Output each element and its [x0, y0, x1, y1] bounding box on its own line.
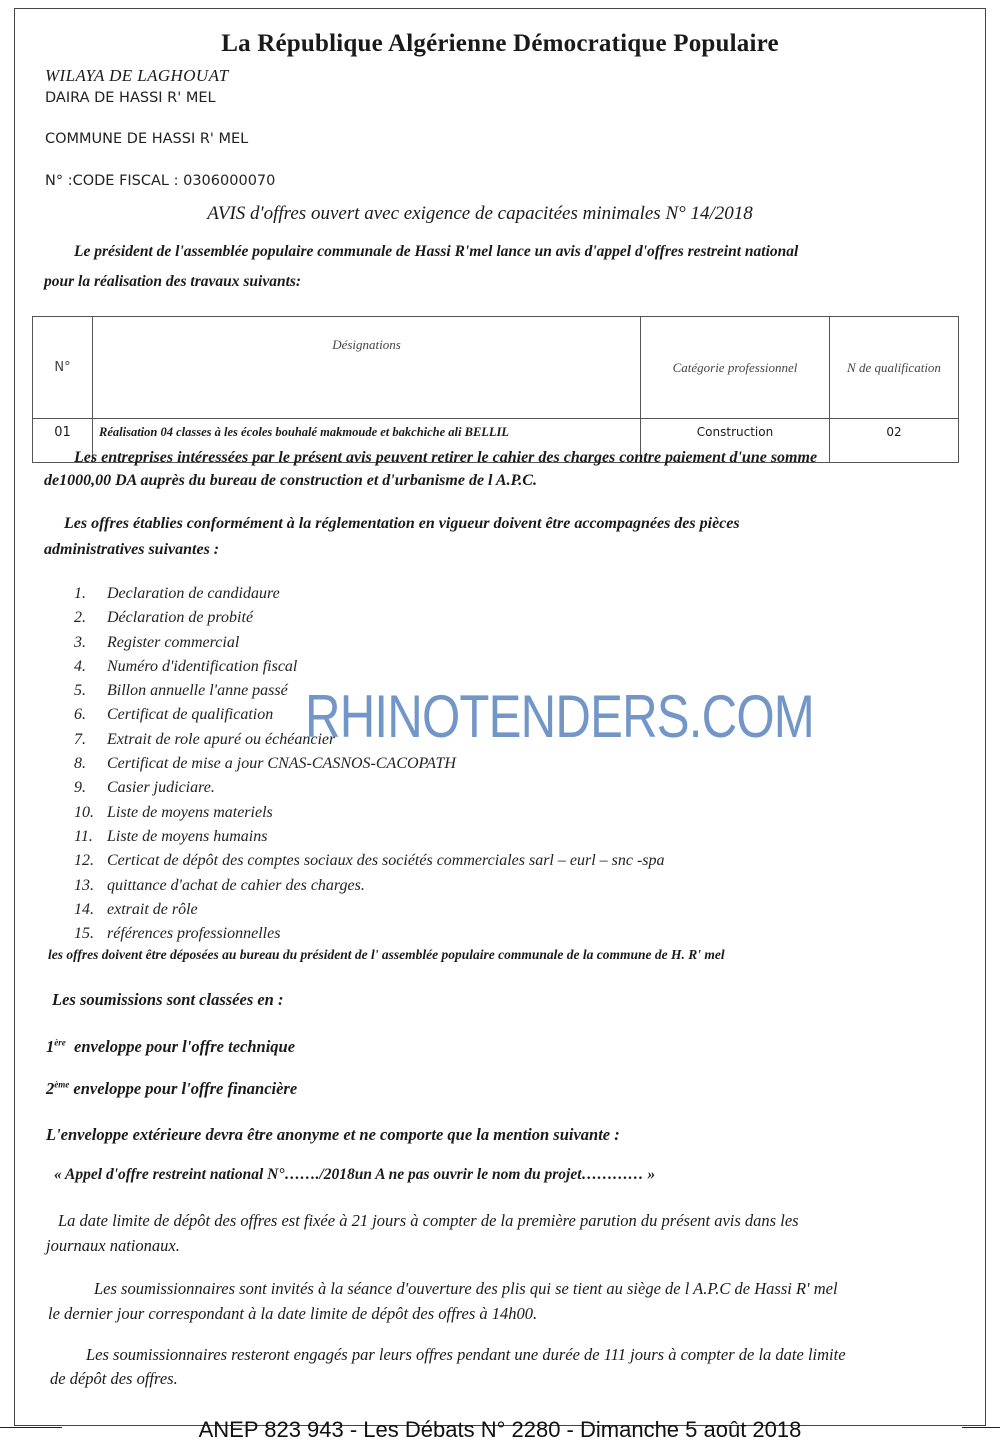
list-item: 8. Certificat de mise a jour CNAS-CASNOS-CACOPATH [74, 755, 456, 773]
enveloppe-exterieure: L'enveloppe extérieure devra être anonyme et ne comporte que la mention suivante : [46, 1125, 620, 1144]
offres-intro-line-1: Les offres établies conformément à la réglementation en vigueur doivent être accompagnées des pièces [64, 515, 740, 532]
intro-line-1: Le président de l'assemblée populaire communale de Hassi R'mel lance un avis d'appel d'offres restreint national [74, 243, 799, 260]
works-table [32, 316, 959, 463]
header-qualification: N de qualification [830, 317, 959, 419]
offres-intro-line-2: administratives suivantes : [44, 541, 220, 558]
header-categorie: Catégorie professionnel [641, 317, 830, 419]
header-num: N° [33, 317, 93, 419]
engagement-line-1: Les soumissionnaires resteront engagés par leurs offres pendant une durée de 111 jours à compter de la date limite [86, 1345, 846, 1364]
header-designation: Désignations [93, 317, 641, 419]
commune-label: COMMUNE DE HASSI R' MEL [45, 131, 249, 147]
list-item: 14. extrait de rôle [74, 900, 198, 918]
retrait-line-2: de1000,00 DA auprès du bureau de construction et d'urbanisme de l A.P.C. [44, 472, 537, 489]
enveloppe-2: 2ème enveloppe pour l'offre financière [46, 1079, 298, 1098]
list-item: 2. Déclaration de probité [74, 609, 254, 627]
pieces-list [74, 584, 665, 948]
cell-designation: Réalisation 04 classes à les écoles bouhalé makmoude et bakchiche ali BELLIL [93, 419, 641, 463]
list-item: 9. Casier judiciare. [74, 779, 215, 797]
footer-publication: ANEP 823 943 - Les Débats N° 2280 - Dimanche 5 août 2018 [198, 1417, 802, 1442]
date-limite-line-1: La date limite de dépôt des offres est fixée à 21 jours à compter de la première parution du présent avis dans les [58, 1211, 799, 1230]
list-item: 13. quittance d'achat de cahier des charges. [74, 876, 365, 894]
code-fiscal-label: N° :CODE FISCAL : 0306000070 [45, 173, 276, 189]
list-item: 11. Liste de moyens humains [74, 827, 268, 845]
document-title: La République Algérienne Démocratique Populaire [221, 30, 779, 57]
list-item: 5. Billon annuelle l'anne passé [74, 682, 288, 700]
list-item: 3. Register commercial [74, 633, 240, 651]
date-limite-line-2: journaux nationaux. [46, 1236, 180, 1255]
retrait-line-1: Les entreprises intéressées par le présent avis peuvent retirer le cahier des charges contre paiement d'une somme [74, 449, 818, 466]
depot-line: les offres doivent être déposées au bureau du président de l' assemblée populaire communale de la commune de H. R' mel [48, 947, 725, 962]
table-header-row [33, 317, 959, 419]
watermark-logo: RHINOTENDERS.COM [305, 683, 814, 750]
list-item: 6. Certificat de qualification [74, 706, 274, 724]
avis-title: AVIS d'offres ouvert avec exigence de capacitées minimales N° 14/2018 [207, 203, 753, 224]
cell-num: 01 [33, 419, 93, 463]
enveloppe-1: 1ère enveloppe pour l'offre technique [46, 1037, 296, 1056]
ouverture-line-2: le dernier jour correspondant à la date limite de dépôt des offres à 14h00. [48, 1304, 538, 1323]
engagement-line-2: de dépôt des offres. [50, 1369, 178, 1388]
cell-categorie: Construction [641, 419, 830, 463]
daira-label: DAIRA DE HASSI R' MEL [45, 90, 216, 106]
wilaya-label: WILAYA DE LAGHOUAT [45, 66, 229, 85]
mention-line: « Appel d'offre restreint national N°……./2018un A ne pas ouvrir le nom du projet………… » [54, 1166, 656, 1183]
list-item: 12. Certicat de dépôt des comptes sociaux des sociétés commerciales sarl – eurl – snc -spa [74, 852, 665, 870]
intro-line-2: pour la réalisation des travaux suivants: [44, 273, 302, 290]
list-item: 15. références professionnelles [74, 925, 281, 943]
list-item: 4. Numéro d'identification fiscal [74, 657, 298, 675]
list-item: 10. Liste de moyens materiels [74, 803, 273, 821]
ouverture-line-1: Les soumissionnaires sont invités à la séance d'ouverture des plis qui se tient au siège de l A.P.C de Hassi R' mel [94, 1279, 838, 1298]
list-item: 7. Extrait de role apuré ou échéancier [74, 730, 336, 748]
cell-qualification: 02 [830, 419, 959, 463]
soumissions-title: Les soumissions sont classées en : [52, 990, 284, 1009]
list-item: 1. Declaration de candidaure [74, 585, 280, 602]
